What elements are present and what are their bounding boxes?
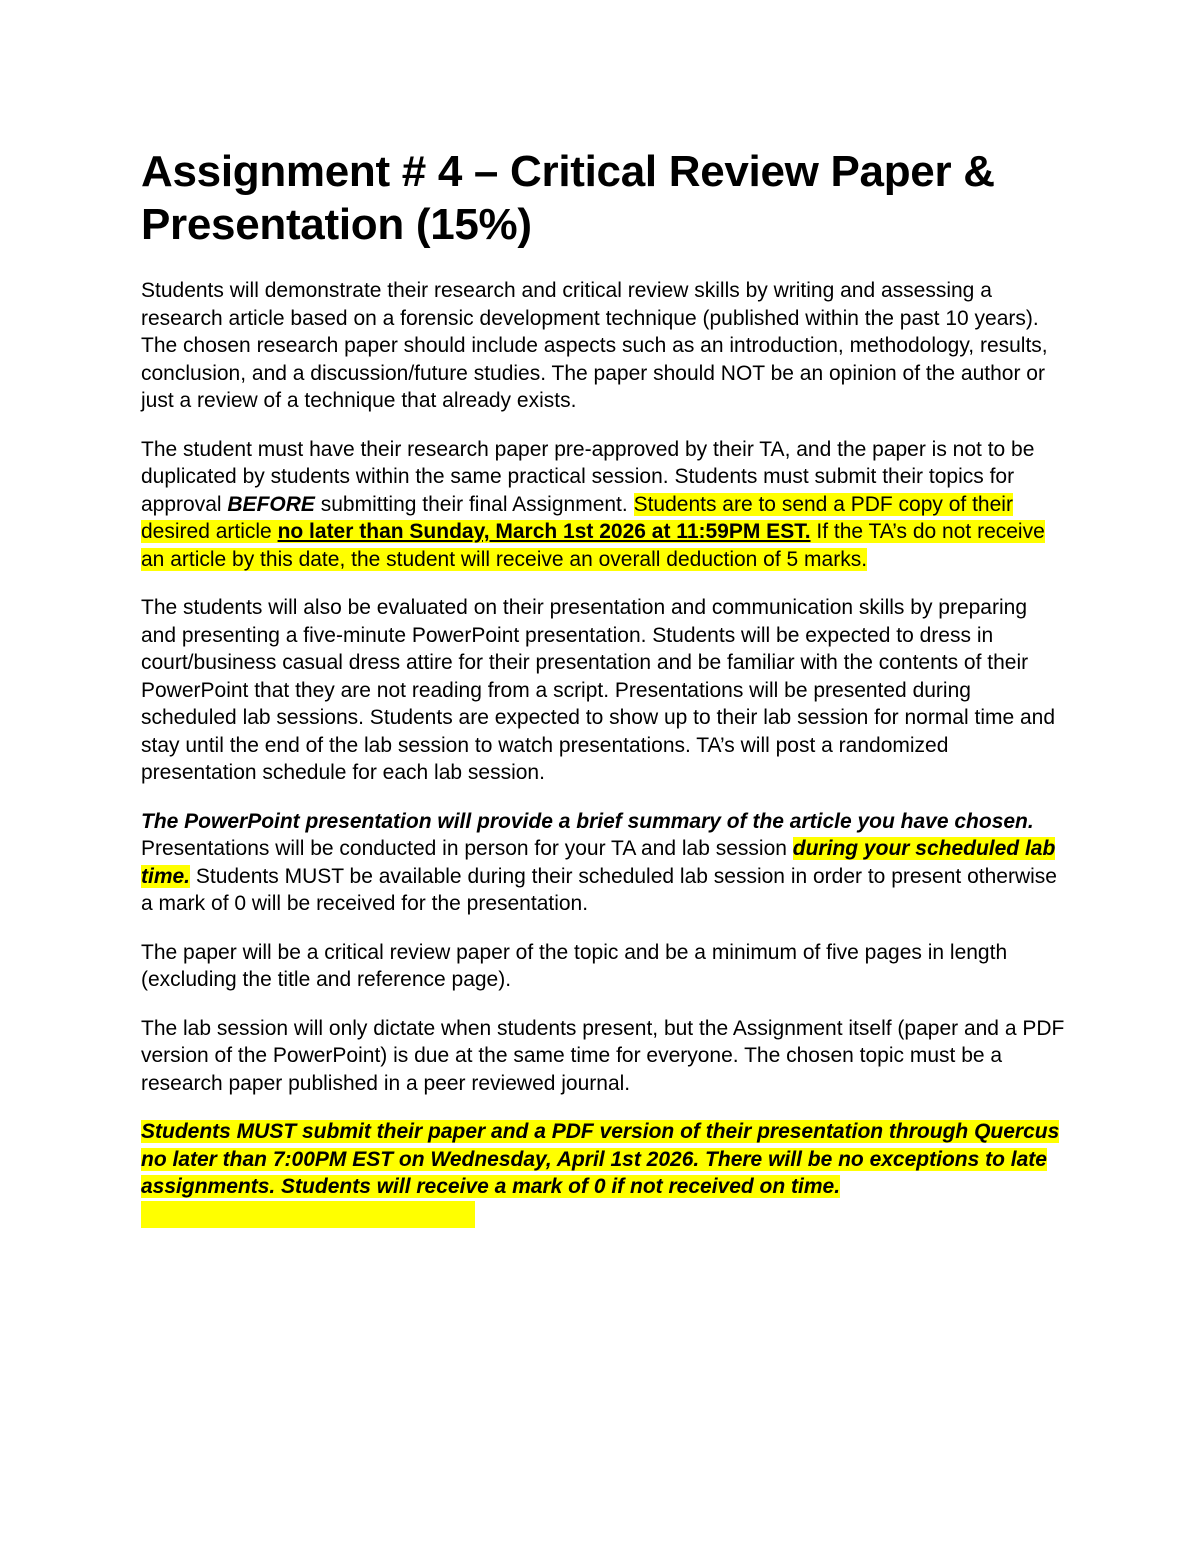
before-emphasis: BEFORE <box>227 492 315 516</box>
paragraph-final-deadline <box>141 1118 1066 1228</box>
article-deadline-date: no later than Sunday, March 1st 2026 at 11:59PM EST. <box>277 520 811 543</box>
paragraph-approval <box>141 436 1066 574</box>
highlight-lab-time: during your scheduled lab time. <box>141 837 1056 888</box>
paragraph-powerpoint <box>141 808 1066 918</box>
powerpoint-text: Presentations will be conducted in person for your TA and lab session <box>141 837 793 860</box>
highlight-trailing-line <box>141 1201 475 1228</box>
page-title: Assignment # 4 – Critical Review Paper & Presentation (15%) <box>141 147 995 249</box>
paragraph-paper-length: The paper will be a critical review paper of the topic and be a minimum of five pages in length (excluding the title and reference page). <box>141 940 1008 991</box>
powerpoint-text-2: Students MUST be available during their scheduled lab session in order to present otherwise a mark of 0 will be received for the presentation. <box>141 864 1057 915</box>
powerpoint-summary-emphasis: The PowerPoint presentation will provide a brief summary of the article you have chosen. <box>141 809 1034 833</box>
deadline-intro: Students are to send a PDF copy of their desired article <box>141 492 1013 543</box>
deduction-text: If the TA’s do not receive an article by this date, the student will receive an overall deduction of 5 marks. <box>141 520 1045 571</box>
document-body <box>141 145 1066 1249</box>
paragraph-lab-session: The lab session will only dictate when students present, but the Assignment itself (paper and a PDF version of the PowerPoint) is due at the same time for everyone. The chosen topic must be a research paper published in a peer reviewed journal. <box>141 1016 1065 1095</box>
approval-text: The student must have their research paper pre-approved by their TA, and the paper is not to be duplicated by students within the same practical session. Students must submit their topics for approval <box>141 437 1035 516</box>
highlight-final-deadline: Students MUST submit their paper and a PDF version of their presentation through Quercus no later than 7:00PM EST on Wednesday, April 1st 2026. There will be no exceptions to late assignments. Students will receive a mark of 0 if not received on time. <box>141 1120 1060 1198</box>
paragraph-presentation: The students will also be evaluated on their presentation and communication skills by preparing and presenting a five-minute PowerPoint presentation. Students will be expected to dress in court/business casual dress attire for their presentation and be familiar with the contents of their PowerPoint that they are not reading from a script. Presentations will be presented during scheduled lab sessions. Students are expected to show up to their lab session for normal time and stay until the end of the lab session to watch presentations. TA’s will post a randomized presentation schedule for each lab session. <box>141 596 1056 784</box>
approval-text-2: submitting their final Assignment. <box>314 492 634 516</box>
paragraph-overview: Students will demonstrate their research and critical review skills by writing and assessing a research article based on a forensic development technique (published within the past 10 years). The chosen research paper should include aspects such as an introduction, methodology, results, conclusion, and a discussion/future studies. The paper should NOT be an opinion of the author or just a review of a technique that already exists. <box>141 279 1048 412</box>
